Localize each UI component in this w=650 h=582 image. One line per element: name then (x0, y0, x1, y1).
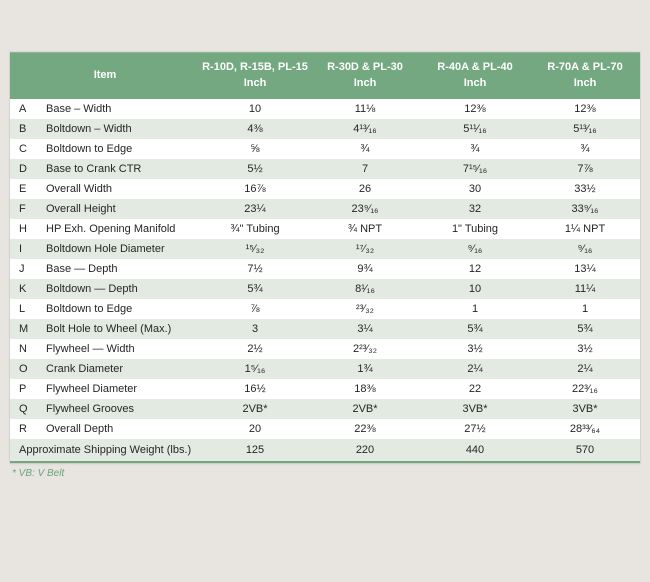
row-letter: C (19, 143, 27, 155)
item-label: Crank Diameter (46, 363, 124, 375)
table-row (10, 379, 640, 399)
value-cell: 12 (468, 263, 482, 275)
value-cell: 5¾ (247, 283, 263, 295)
row-letter: L (19, 303, 26, 315)
footnote: * VB: V Belt (12, 468, 65, 479)
value-cell: 9¾ (357, 263, 373, 275)
table-row (10, 219, 640, 239)
value-cell: 2¼ (577, 363, 593, 375)
table-row (10, 279, 640, 299)
item-label: Boltdown — Depth (46, 283, 138, 295)
item-label: Boltdown to Edge (46, 143, 133, 155)
value-cell: 3¼ (357, 323, 373, 335)
table-row (10, 199, 640, 219)
shipping-weight-row (10, 439, 640, 461)
item-label: Flywheel Grooves (46, 403, 135, 415)
item-label: Flywheel Diameter (46, 383, 138, 395)
row-letter: Q (19, 403, 28, 415)
column-header-models (530, 53, 640, 99)
value-cell: 16⅞ (244, 183, 266, 195)
value-cell: 22³⁄₁₆ (572, 383, 598, 395)
item-label: Base to Crank CTR (46, 163, 142, 175)
row-letter: R (19, 423, 27, 435)
row-letter: M (19, 323, 29, 335)
value-cell: 7¹⁵⁄₁₆ (462, 163, 488, 175)
column-header-models (420, 53, 530, 99)
unit-label: Inch (243, 77, 267, 89)
value-cell: 26 (358, 183, 372, 195)
item-label: Base – Width (46, 103, 112, 115)
column-header-models (310, 53, 420, 99)
table-row (10, 359, 640, 379)
value-cell: 16½ (244, 383, 266, 395)
models-label: R-40A & PL-40 (437, 61, 513, 74)
value-cell: 1¾ (357, 363, 373, 375)
item-label: Flywheel — Width (46, 343, 135, 355)
value-cell: 220 (355, 444, 375, 456)
item-label: Boltdown – Width (46, 123, 132, 135)
value-cell: 33½ (574, 183, 596, 195)
item-label: Overall Height (46, 203, 116, 215)
value-cell: 20 (248, 423, 262, 435)
value-cell: 13¼ (574, 263, 596, 275)
value-cell: 23⁹⁄₁₆ (351, 203, 379, 215)
value-cell: 5¹¹⁄₁₆ (463, 123, 487, 135)
table-row (10, 119, 640, 139)
row-letter: H (19, 223, 27, 235)
row-letter: K (19, 283, 27, 295)
value-cell: 7⅞ (577, 163, 593, 175)
value-cell: ²³⁄₃₂ (356, 303, 374, 315)
value-cell: ¹⁷⁄₃₂ (355, 243, 375, 255)
item-label: Base — Depth (46, 263, 118, 275)
item-label: Bolt Hole to Wheel (Max.) (46, 323, 172, 335)
value-cell: 1¼ NPT (564, 223, 606, 235)
value-cell: 7½ (247, 263, 263, 275)
unit-label: Inch (463, 77, 487, 89)
models-label: R-70A & PL-70 (547, 61, 623, 74)
table-row (10, 239, 640, 259)
value-cell: 28³³⁄₆₄ (569, 423, 601, 435)
value-cell: 2VB* (352, 403, 378, 415)
value-cell: ¾ (360, 143, 370, 155)
row-letter: N (19, 343, 27, 355)
value-cell: ¾ (470, 143, 480, 155)
table-row (10, 179, 640, 199)
value-cell: 5½ (247, 163, 263, 175)
row-letter: O (19, 363, 28, 375)
value-cell: 10 (468, 283, 482, 295)
value-cell: 3 (251, 323, 259, 335)
value-cell: 22 (468, 383, 482, 395)
item-label: Boltdown to Edge (46, 303, 133, 315)
table-row (10, 399, 640, 419)
row-letter: F (19, 203, 26, 215)
column-header-item (10, 53, 200, 99)
value-cell: 3VB* (572, 403, 598, 415)
item-header-label: Item (93, 69, 117, 82)
row-letter: D (19, 163, 27, 175)
row-letter: A (19, 103, 27, 115)
models-label: R-30D & PL-30 (327, 61, 403, 74)
unit-label: Inch (353, 77, 377, 89)
value-cell: 22⅜ (354, 423, 376, 435)
value-cell: 33⁹⁄₁₆ (571, 203, 599, 215)
value-cell: 440 (465, 444, 485, 456)
table-row (10, 159, 640, 179)
table-row (10, 259, 640, 279)
column-header-models (200, 53, 310, 99)
table-row (10, 299, 640, 319)
pump-spec-table (10, 52, 640, 463)
value-cell: 4¹³⁄₁₆ (353, 123, 377, 135)
table-row (10, 419, 640, 439)
item-label: HP Exh. Opening Manifold (46, 223, 176, 235)
unit-label: Inch (573, 77, 597, 89)
value-cell: ¾ (580, 143, 590, 155)
value-cell: ⅝ (250, 143, 260, 155)
table-body (10, 99, 640, 463)
value-cell: 3½ (577, 343, 593, 355)
value-cell: ⁹⁄₁₆ (467, 243, 483, 255)
value-cell: 125 (245, 444, 265, 456)
value-cell: 23¼ (244, 203, 266, 215)
value-cell: 10 (248, 103, 262, 115)
row-letter: J (19, 263, 25, 275)
row-letter: I (19, 243, 23, 255)
value-cell: 12⅜ (464, 103, 486, 115)
value-cell: 4⅜ (247, 123, 263, 135)
value-cell: 11¼ (574, 283, 596, 295)
table-row (10, 319, 640, 339)
value-cell: 3½ (467, 343, 483, 355)
value-cell: 570 (575, 444, 595, 456)
value-cell: 27½ (464, 423, 486, 435)
value-cell: 1 (581, 303, 589, 315)
value-cell: 2²³⁄₃₂ (352, 343, 378, 355)
value-cell: ¹⁵⁄₃₂ (245, 243, 265, 255)
row-letter: P (19, 383, 27, 395)
table-row (10, 139, 640, 159)
value-cell: 2½ (247, 343, 263, 355)
item-label: Overall Depth (46, 423, 114, 435)
value-cell: ¾" Tubing (230, 223, 280, 235)
value-cell: 1" Tubing (451, 223, 499, 235)
table-header (10, 52, 640, 99)
value-cell: 5¾ (577, 323, 593, 335)
table-row (10, 339, 640, 359)
value-cell: 30 (468, 183, 482, 195)
value-cell: 11⅛ (354, 103, 376, 115)
value-cell: ⁹⁄₁₆ (577, 243, 593, 255)
value-cell: 3VB* (462, 403, 488, 415)
value-cell: 8¹⁄₁₆ (355, 283, 375, 295)
table-row (10, 99, 640, 119)
value-cell: 2¼ (467, 363, 483, 375)
value-cell: 2VB* (242, 403, 268, 415)
models-label: R-10D, R-15B, PL-15 (202, 61, 308, 74)
value-cell: ⅞ (250, 303, 260, 315)
value-cell: 12⅜ (574, 103, 596, 115)
row-letter: B (19, 123, 27, 135)
value-cell: 5¾ (467, 323, 483, 335)
value-cell: 5¹³⁄₁₆ (573, 123, 597, 135)
value-cell: 7 (361, 163, 369, 175)
row-letter: E (19, 183, 27, 195)
value-cell: 1⁵⁄₁₆ (244, 363, 266, 375)
value-cell: 1 (471, 303, 479, 315)
value-cell: 32 (468, 203, 482, 215)
value-cell: ¾ NPT (347, 223, 383, 235)
item-label: Approximate Shipping Weight (lbs.) (19, 444, 192, 456)
item-label: Boltdown Hole Diameter (46, 243, 165, 255)
item-label: Overall Width (46, 183, 113, 195)
value-cell: 18⅜ (354, 383, 376, 395)
